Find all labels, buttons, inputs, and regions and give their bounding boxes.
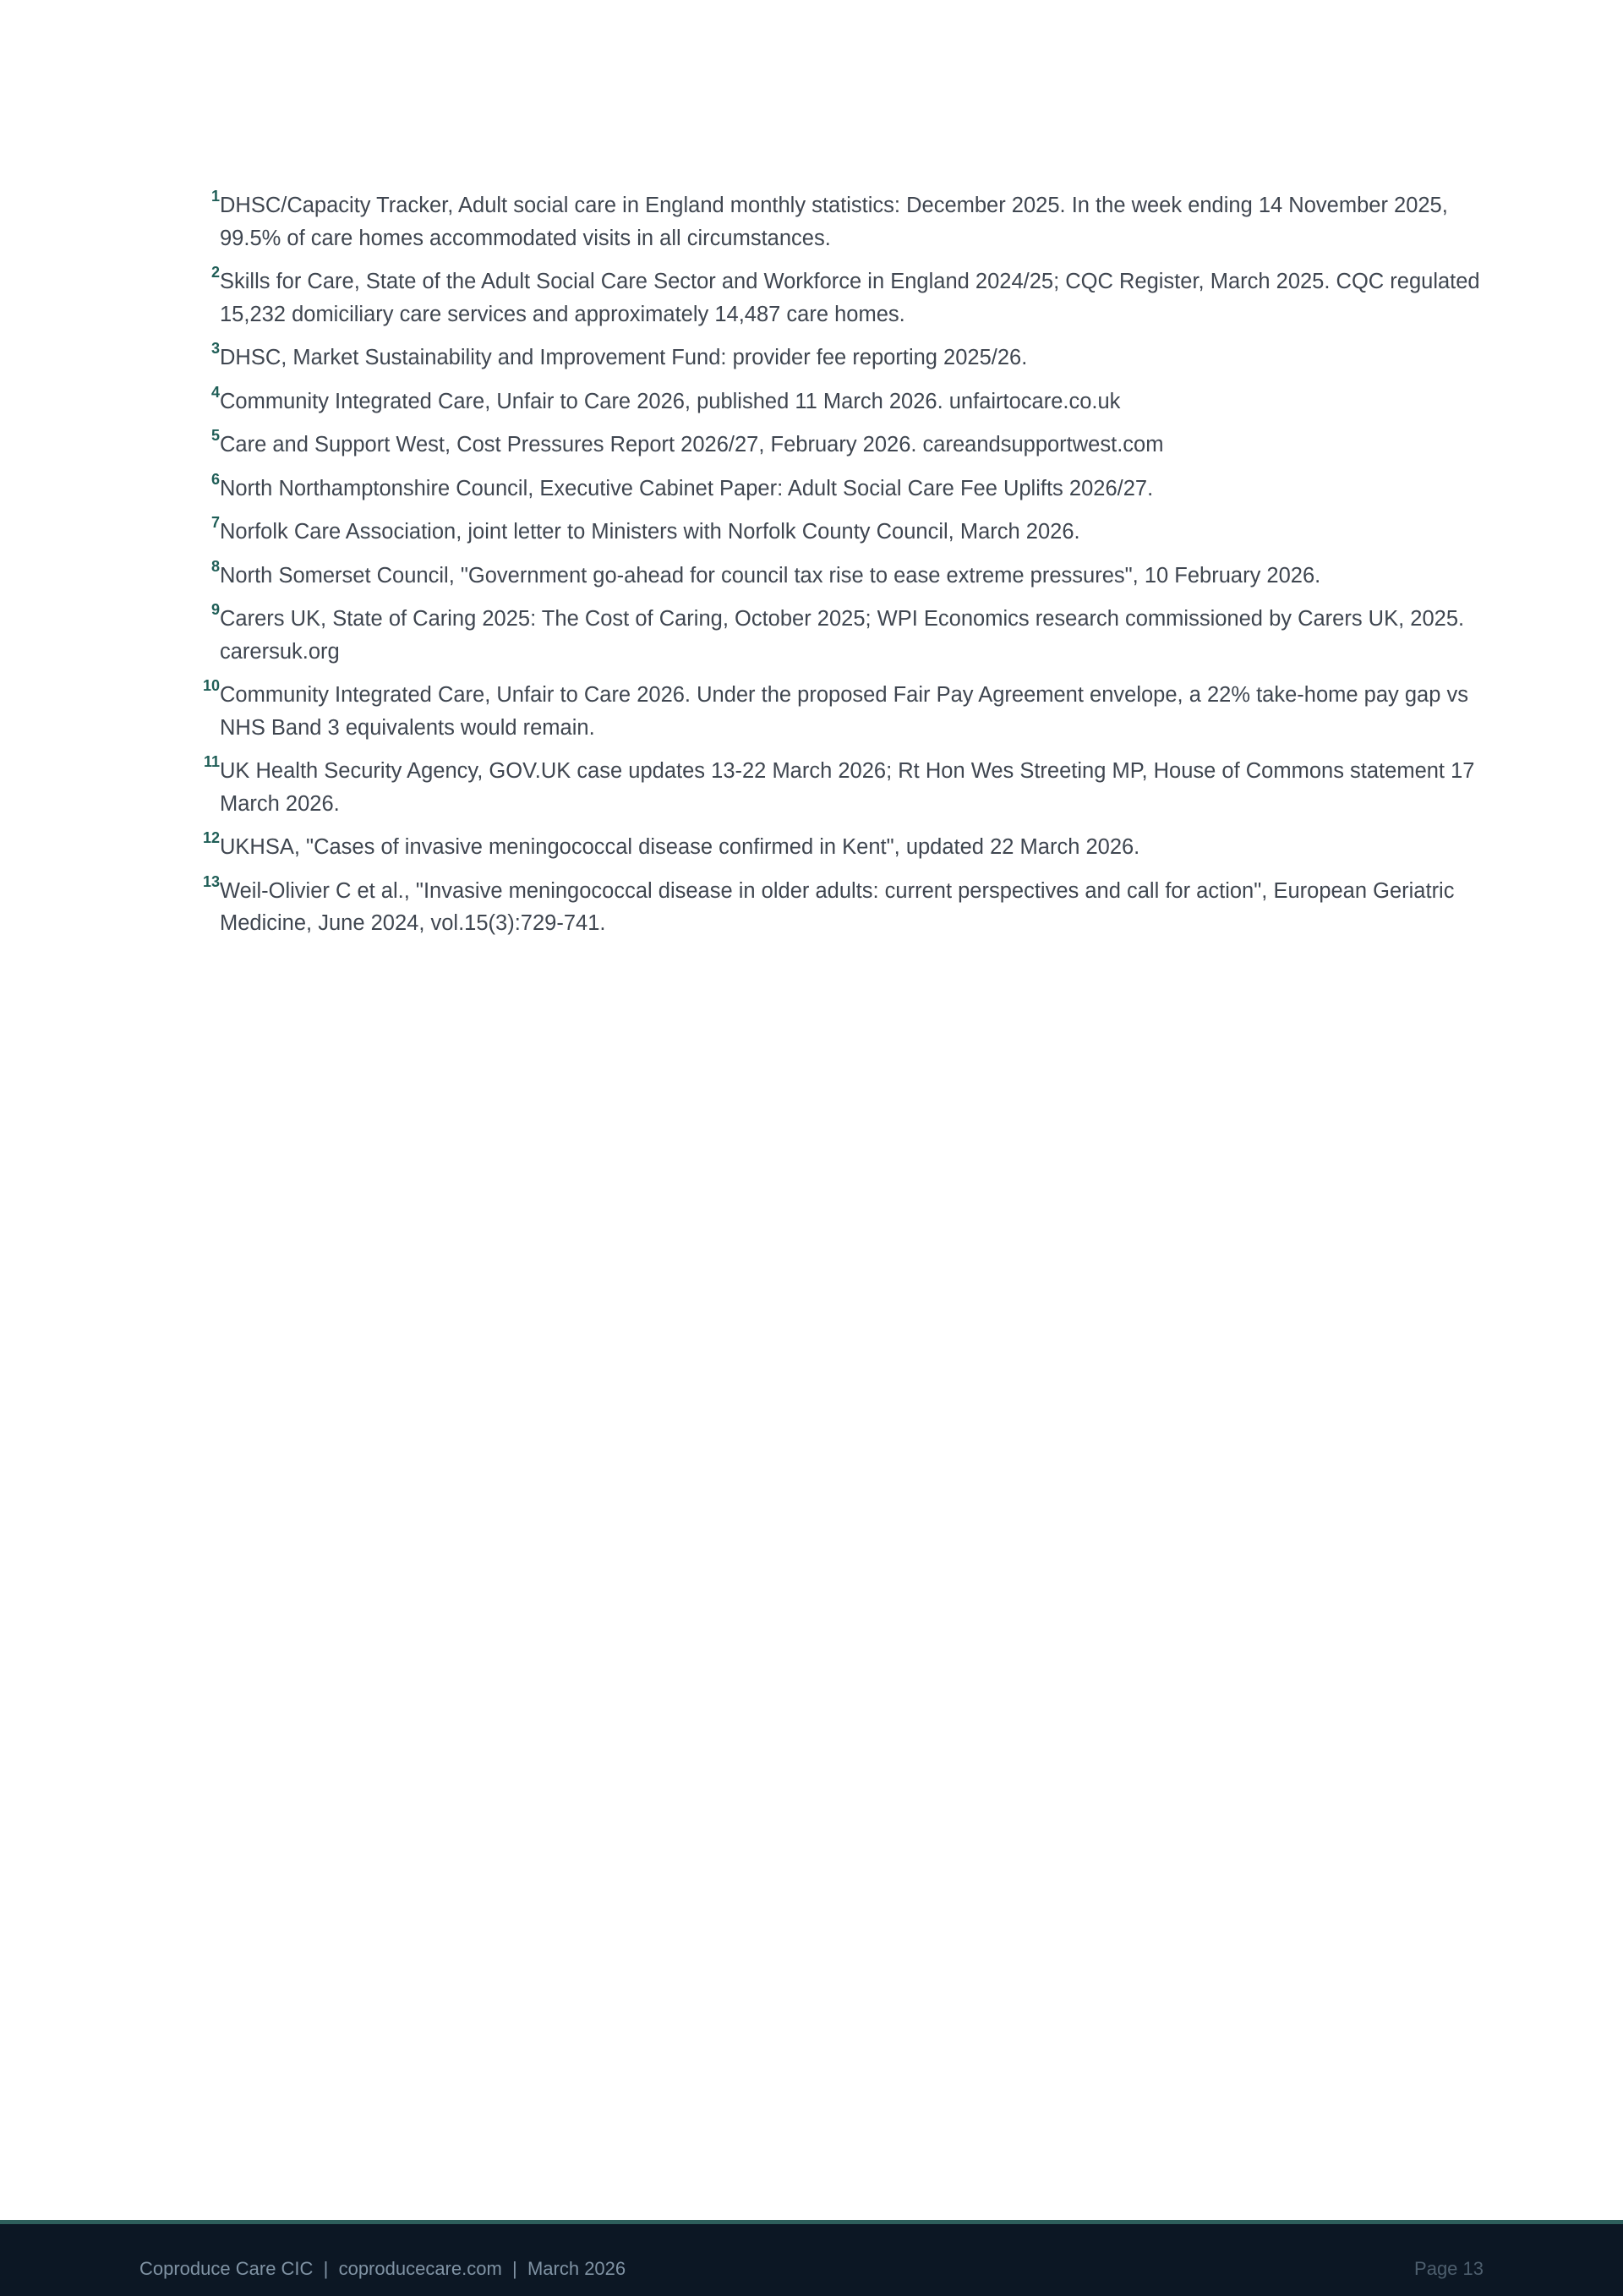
footnote-text: Community Integrated Care, Unfair to Care 2026. Under the proposed Fair Pay Agreement envelope, a 22% take-home pay gap vs NHS Band 3 equivalents would remain. xyxy=(220,683,1468,740)
footer-organization-info: Coproduce Care CIC | coproducecare.com | March 2026 xyxy=(139,2258,626,2279)
footnote-8 xyxy=(196,557,1489,593)
footnote-13 xyxy=(196,872,1489,940)
footnote-number: 5 xyxy=(210,427,220,444)
footnote-text: Weil-Olivier C et al., "Invasive meningococcal disease in older adults: current perspectives and call for action", European Geriatric Medicine, June 2024, vol.15(3):729-741. xyxy=(220,878,1455,935)
footnote-1 xyxy=(196,189,1489,254)
footnote-11 xyxy=(196,755,1489,820)
footnote-text: UKHSA, "Cases of invasive meningococcal disease confirmed in Kent", updated 22 March 2026. xyxy=(220,835,1140,859)
footnote-6 xyxy=(196,470,1489,506)
footnote-text: North Northamptonshire Council, Executive Cabinet Paper: Adult Social Care Fee Uplifts 2026/27. xyxy=(220,476,1154,500)
page-footer xyxy=(0,2220,1623,2296)
footnote-text: Norfolk Care Association, joint letter to Ministers with Norfolk County Council, March 2026. xyxy=(220,520,1080,544)
footnote-number: 3 xyxy=(210,340,220,357)
footnote-2 xyxy=(196,265,1489,331)
footnote-number: 7 xyxy=(210,514,220,531)
footnote-text: Carers UK, State of Caring 2025: The Cost of Caring, October 2025; WPI Economics research commissioned by Carers UK, 2025. carersuk.org xyxy=(220,607,1465,664)
footnote-12 xyxy=(196,831,1489,864)
footnote-text: UK Health Security Agency, GOV.UK case updates 13-22 March 2026; Rt Hon Wes Streeting MP, House of Commons statement 17 March 2026. xyxy=(220,759,1475,816)
page-number: Page 13 xyxy=(1414,2258,1484,2279)
footnote-number: 1 xyxy=(210,188,220,205)
footnote-number: 8 xyxy=(210,557,220,575)
footnote-number: 6 xyxy=(210,470,220,488)
footnote-text: Skills for Care, State of the Adult Social Care Sector and Workforce in England 2024/25; CQC Register, March 2025. CQC regulated 15,232 domiciliary care services and approximately 14,487 care homes. xyxy=(220,270,1480,326)
footnote-4 xyxy=(196,385,1489,418)
footnote-number: 4 xyxy=(210,383,220,401)
footnote-number: 9 xyxy=(210,601,220,618)
footnote-text: Care and Support West, Cost Pressures Report 2026/27, February 2026. careandsupportwest.com xyxy=(220,433,1164,456)
footnote-number: 11 xyxy=(203,753,220,770)
footnote-text: DHSC, Market Sustainability and Improvement Fund: provider fee reporting 2025/26. xyxy=(220,346,1028,369)
footnote-10 xyxy=(196,679,1489,744)
footnote-number: 12 xyxy=(202,829,220,846)
footnote-9 xyxy=(196,603,1489,668)
footnote-text: DHSC/Capacity Tracker, Adult social care in England monthly statistics: December 2025. In the week ending 14 November 2025, 99.5% of care homes accommodated visits in all circumstances. xyxy=(220,194,1448,250)
footnote-text: Community Integrated Care, Unfair to Care 2026, published 11 March 2026. unfairtocare.co.uk xyxy=(220,389,1121,413)
footnote-number: 10 xyxy=(202,677,220,694)
footnote-number: 13 xyxy=(202,872,220,890)
footnote-7 xyxy=(196,516,1489,549)
footnote-3 xyxy=(196,342,1489,374)
footnote-text: North Somerset Council, "Government go-ahead for council tax rise to ease extreme pressures", 10 February 2026. xyxy=(220,563,1321,588)
footnotes-list xyxy=(196,189,1489,951)
footnote-5 xyxy=(196,429,1489,462)
footnote-number: 2 xyxy=(210,264,220,281)
